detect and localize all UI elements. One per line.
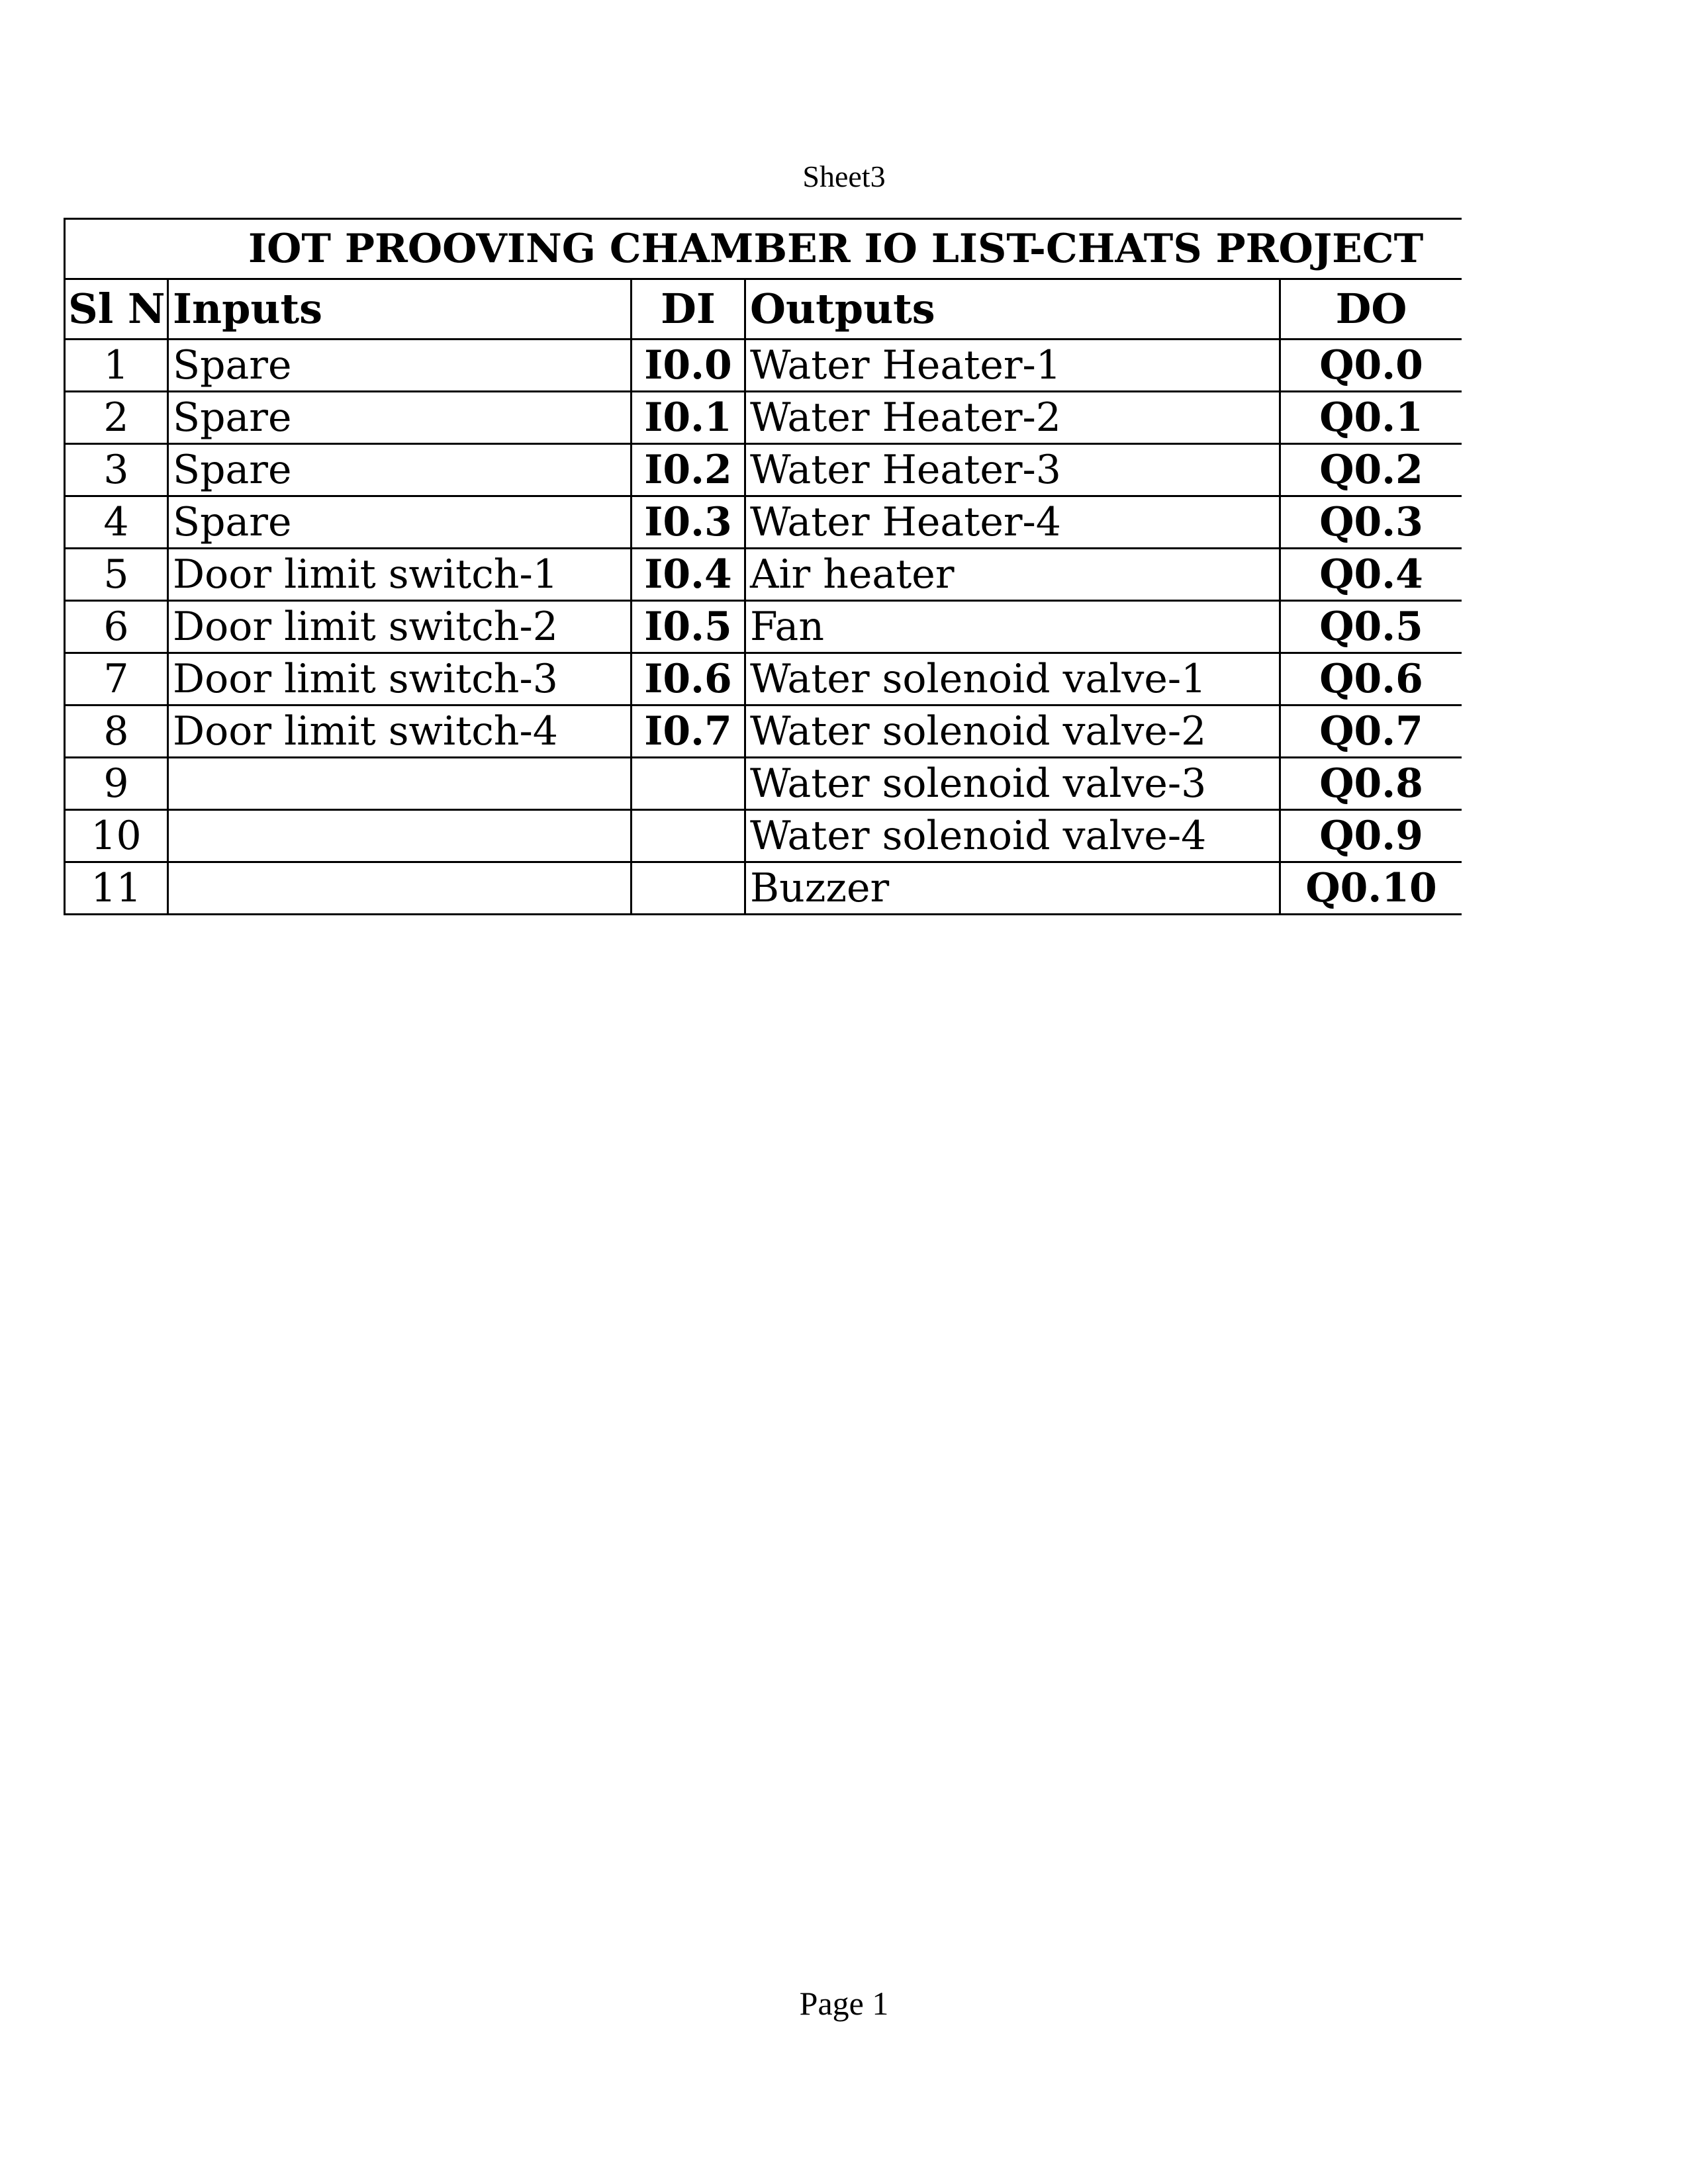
cell-do-address: Q0.2	[1280, 444, 1462, 496]
cell-do-address: Q0.1	[1280, 392, 1462, 444]
cell-di-address: I0.2	[632, 444, 745, 496]
column-header-inputs: Inputs	[168, 279, 632, 340]
cell-do-address: Q0.0	[1280, 340, 1462, 392]
cell-input: Door limit switch-1	[168, 549, 632, 601]
cell-di-address: I0.0	[632, 340, 745, 392]
io-list-table-container	[64, 218, 1462, 915]
cell-sl-no: 6	[65, 601, 168, 653]
cell-input	[168, 862, 632, 915]
table-row	[65, 810, 1462, 862]
cell-sl-no: 2	[65, 392, 168, 444]
cell-sl-no: 10	[65, 810, 168, 862]
cell-di-address: I0.3	[632, 496, 745, 549]
cell-output: Water solenoid valve-1	[745, 653, 1280, 705]
table-title: IOT PROOVING CHAMBER IO LIST-CHATS PROJECT	[65, 219, 1462, 279]
cell-sl-no: 9	[65, 758, 168, 810]
cell-input: Door limit switch-3	[168, 653, 632, 705]
cell-sl-no: 5	[65, 549, 168, 601]
cell-output: Water solenoid valve-3	[745, 758, 1280, 810]
table-header-row	[65, 279, 1462, 340]
cell-do-address: Q0.6	[1280, 653, 1462, 705]
cell-output: Fan	[745, 601, 1280, 653]
cell-input	[168, 758, 632, 810]
table-row	[65, 862, 1462, 915]
column-header-outputs: Outputs	[745, 279, 1280, 340]
cell-output: Water Heater-4	[745, 496, 1280, 549]
cell-di-address: I0.4	[632, 549, 745, 601]
cell-do-address: Q0.4	[1280, 549, 1462, 601]
cell-di-address: I0.7	[632, 705, 745, 758]
table-row	[65, 601, 1462, 653]
table-row	[65, 705, 1462, 758]
cell-output: Air heater	[745, 549, 1280, 601]
cell-di-address	[632, 758, 745, 810]
cell-di-address: I0.1	[632, 392, 745, 444]
cell-output: Water solenoid valve-2	[745, 705, 1280, 758]
cell-input	[168, 810, 632, 862]
table-row	[65, 340, 1462, 392]
cell-input: Door limit switch-2	[168, 601, 632, 653]
cell-do-address: Q0.8	[1280, 758, 1462, 810]
sheet-name: Sheet3	[802, 159, 886, 193]
cell-di-address: I0.5	[632, 601, 745, 653]
cell-input: Spare	[168, 340, 632, 392]
table-row	[65, 392, 1462, 444]
cell-output: Buzzer	[745, 862, 1280, 915]
page-number: Page 1	[799, 1985, 889, 2022]
cell-input: Spare	[168, 496, 632, 549]
column-header-sl-no: Sl N	[65, 279, 168, 340]
column-header-do: DO	[1280, 279, 1462, 340]
cell-input: Door limit switch-4	[168, 705, 632, 758]
cell-di-address	[632, 810, 745, 862]
cell-di-address: I0.6	[632, 653, 745, 705]
table-row	[65, 496, 1462, 549]
cell-sl-no: 1	[65, 340, 168, 392]
cell-sl-no: 3	[65, 444, 168, 496]
cell-output: Water Heater-1	[745, 340, 1280, 392]
column-header-di: DI	[632, 279, 745, 340]
cell-sl-no: 4	[65, 496, 168, 549]
cell-sl-no: 11	[65, 862, 168, 915]
cell-sl-no: 7	[65, 653, 168, 705]
cell-sl-no: 8	[65, 705, 168, 758]
table-title-row	[65, 219, 1462, 279]
cell-output: Water solenoid valve-4	[745, 810, 1280, 862]
table-row	[65, 758, 1462, 810]
table-row	[65, 653, 1462, 705]
io-list-table	[64, 218, 1462, 915]
cell-do-address: Q0.5	[1280, 601, 1462, 653]
cell-input: Spare	[168, 444, 632, 496]
cell-do-address: Q0.10	[1280, 862, 1462, 915]
cell-output: Water Heater-2	[745, 392, 1280, 444]
cell-di-address	[632, 862, 745, 915]
cell-do-address: Q0.3	[1280, 496, 1462, 549]
cell-output: Water Heater-3	[745, 444, 1280, 496]
cell-do-address: Q0.7	[1280, 705, 1462, 758]
table-row	[65, 549, 1462, 601]
cell-do-address: Q0.9	[1280, 810, 1462, 862]
table-row	[65, 444, 1462, 496]
cell-input: Spare	[168, 392, 632, 444]
